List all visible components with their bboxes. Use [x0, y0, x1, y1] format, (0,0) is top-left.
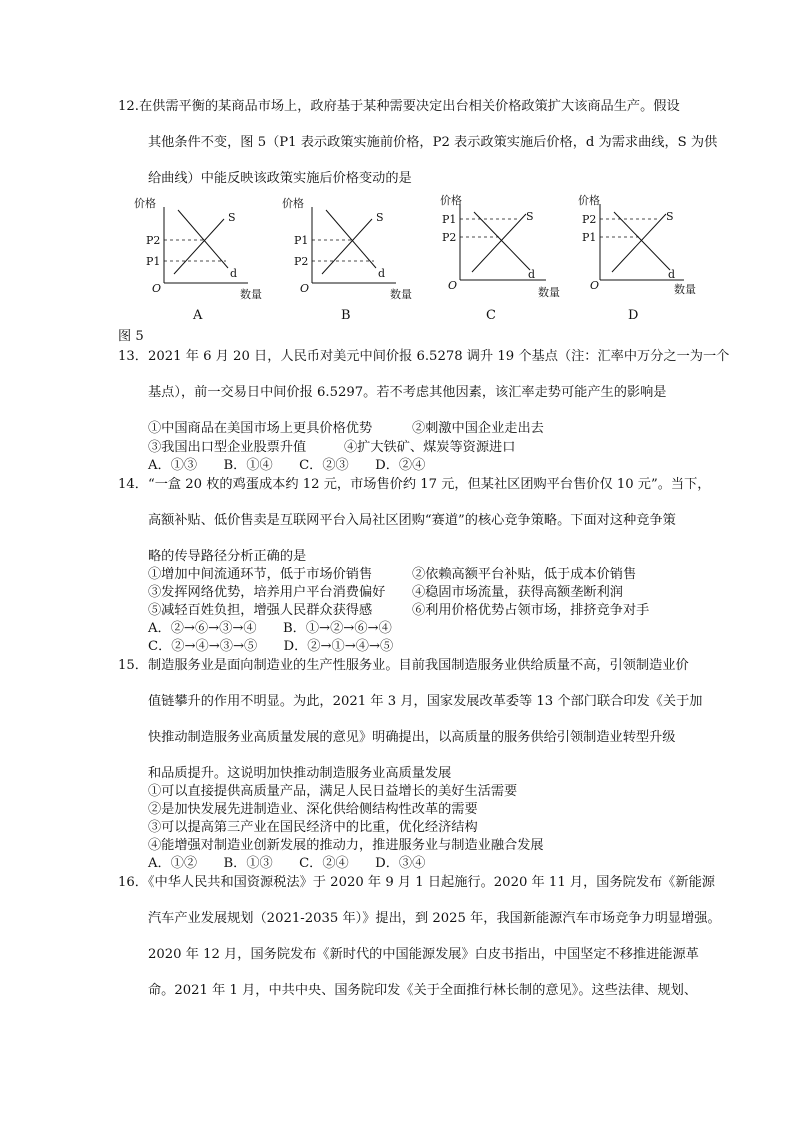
- graph-b-origin: O: [300, 282, 310, 295]
- graph-d-s-label: S: [666, 210, 674, 223]
- q14-option-5: ⑤减轻百姓负担，增强人民群众获得感: [148, 603, 373, 618]
- graph-b: [282, 195, 422, 305]
- graph-d-origin: O: [590, 279, 600, 292]
- graph-d-d-label: d: [668, 268, 676, 281]
- q16-line-3: 2020 年 12 月，国务院发布《新时代的中国能源发展》白皮书指出，中国坚定不移推进能源革: [148, 947, 699, 962]
- graph-d-top-price: P2: [582, 213, 597, 226]
- q14-line-2: 高额补贴、低价售卖是互联网平台入局社区团购“赛道”的核心竞争策略。下面对这种竞争策: [148, 513, 676, 528]
- graph-a-s-label: S: [228, 211, 236, 224]
- q14-line-1: 14．“一盒 20 枚的鸡蛋成本约 12 元，市场售价约 17 元，但某社区团购平台售价仅 10 元”。当下，: [118, 477, 711, 492]
- graph-b-d-label: d: [378, 267, 386, 280]
- graph-b-top-price: P1: [294, 234, 309, 247]
- graph-b-supply-line: [322, 219, 372, 274]
- q16-line-4: 命。2021 年 1 月，中共中央、国务院印发《关于全面推行林长制的意见》。这些法律、规划、: [148, 983, 698, 998]
- graph-c-caption: C: [486, 308, 496, 323]
- graph-c-price-label: 价格: [440, 194, 462, 207]
- q15-option-3: ③可以提高第三产业在国民经济中的比重，优化经济结构: [148, 820, 478, 835]
- graph-a-top-price: P2: [146, 234, 161, 247]
- graph-a-supply-line: [174, 219, 224, 274]
- graph-c-s-label: S: [526, 210, 534, 223]
- graph-d-supply-line: [612, 214, 666, 272]
- graph-a-price-label: 价格: [134, 197, 156, 210]
- q12-line-2: 其他条件不变，图 5（P1 表示政策实施前价格，P2 表示政策实施后价格，d 为需求曲线，S 为供: [148, 135, 718, 150]
- q12-line-1: 12.在供需平衡的某商品市场上，政府基于某种需要决定出台相关价格政策扩大该商品生产。假设: [118, 99, 680, 114]
- graph-b-demand-line: [326, 210, 376, 268]
- graph-c-qty-label: 数量: [538, 286, 560, 299]
- graph-d-qty-label: 数量: [674, 283, 696, 296]
- graph-b-qty-label: 数量: [390, 288, 412, 301]
- q13-answers: A．①③ B．①④ C．②③ D．②④: [148, 458, 426, 473]
- graph-a: [128, 195, 268, 305]
- figure-label: 图 5: [118, 329, 144, 344]
- q15-option-4: ④能增强对制造业创新发展的推动力，推进服务业与制造业融合发展: [148, 838, 544, 853]
- q13-line-1: 13．2021 年 6 月 20 日，人民币对美元中间价报 6.5278 调升 19 个基点（注：汇率中万分之一为一个: [118, 349, 730, 364]
- graph-c-bottom-price: P2: [442, 231, 457, 244]
- q13-option-2: ②刺激中国企业走出去: [412, 421, 544, 436]
- q14-option-3: ③发挥网络优势，培养用户平台消费偏好: [148, 585, 386, 600]
- graph-c-supply-line: [472, 214, 526, 272]
- q13-option-3: ③我国出口型企业股票升值: [148, 440, 307, 455]
- q12-line-3: 给曲线）中能反映该政策实施后价格变动的是: [148, 171, 412, 186]
- q16-line-1: 16．《中华人民共和国资源税法》于 2020 年 9 月 1 日起施行。2020 年 11 月，国务院发布《新能源: [118, 875, 715, 890]
- graph-a-caption: A: [193, 308, 203, 323]
- q15-option-2: ②是加快发展先进制造业、深化供给侧结构性改革的需要: [148, 802, 478, 817]
- q13-line-2: 基点），前一交易日中间价报 6.5297。若不考虑其他因素，该汇率走势可能产生的影响是: [148, 385, 667, 400]
- q16-line-2: 汽车产业发展规划（2021-2035 年）》提出，到 2025 年，我国新能源汽车市场竞争力明显增强。: [148, 911, 721, 926]
- q14-option-1: ①增加中间流通环节，低于市场价销售: [148, 567, 373, 582]
- graph-a-d-label: d: [230, 267, 238, 280]
- q15-line-3: 快推动制造服务业高质量发展的意见》明确提出，以高质量的服务供给引领制造业转型升级: [148, 730, 676, 745]
- graph-a-origin: O: [152, 282, 162, 295]
- q15-answers: A．①② B．①③ C．②④ D．③④: [148, 856, 426, 871]
- q13-option-1: ①中国商品在美国市场上更具价格优势: [148, 421, 373, 436]
- graph-b-bottom-price: P2: [294, 255, 309, 268]
- q13-option-4: ④扩大铁矿、煤炭等资源进口: [344, 440, 516, 455]
- q14-option-4: ④稳固市场流量，获得高额垄断利润: [412, 585, 623, 600]
- graph-b-s-label: S: [376, 211, 384, 224]
- graph-d-price-label: 价格: [578, 194, 600, 207]
- graph-c: [436, 192, 576, 302]
- graph-c-d-label: d: [528, 268, 536, 281]
- graph-a-qty-label: 数量: [240, 288, 262, 301]
- q15-option-1: ①可以直接提供高质量产品，满足人民日益增长的美好生活需要: [148, 784, 518, 799]
- graph-d-caption: D: [628, 308, 639, 323]
- q15-line-1: 15．制造服务业是面向制造业的生产性服务业。目前我国制造服务业供给质量不高，引领制造业价: [118, 658, 689, 673]
- graph-c-top-price: P1: [442, 213, 457, 226]
- q14-option-2: ②依赖高额平台补贴，低于成本价销售: [412, 567, 637, 582]
- q14-answers-2: C．②→④→③→⑤ D．②→①→④→⑤: [148, 639, 394, 654]
- q14-answers-1: A．②→⑥→③→④ B．①→②→⑥→④: [148, 621, 392, 636]
- graph-a-bottom-price: P1: [146, 255, 161, 268]
- graph-d: [578, 192, 718, 302]
- q14-option-6: ⑥利用价格优势占领市场，排挤竞争对手: [412, 603, 650, 618]
- graph-c-origin: O: [448, 279, 458, 292]
- graph-b-price-label: 价格: [282, 197, 304, 210]
- q15-line-4: 和品质提升。这说明加快推动制造服务业高质量发展: [148, 766, 452, 781]
- q15-line-2: 值链攀升的作用不明显。为此，2021 年 3 月，国家发展改革委等 13 个部门联合印发《关于加: [148, 694, 703, 709]
- graph-a-demand-line: [178, 210, 228, 268]
- graph-d-bottom-price: P1: [582, 231, 597, 244]
- graph-b-caption: B: [341, 308, 351, 323]
- q14-line-3: 略的传导路径分析正确的是: [148, 549, 307, 564]
